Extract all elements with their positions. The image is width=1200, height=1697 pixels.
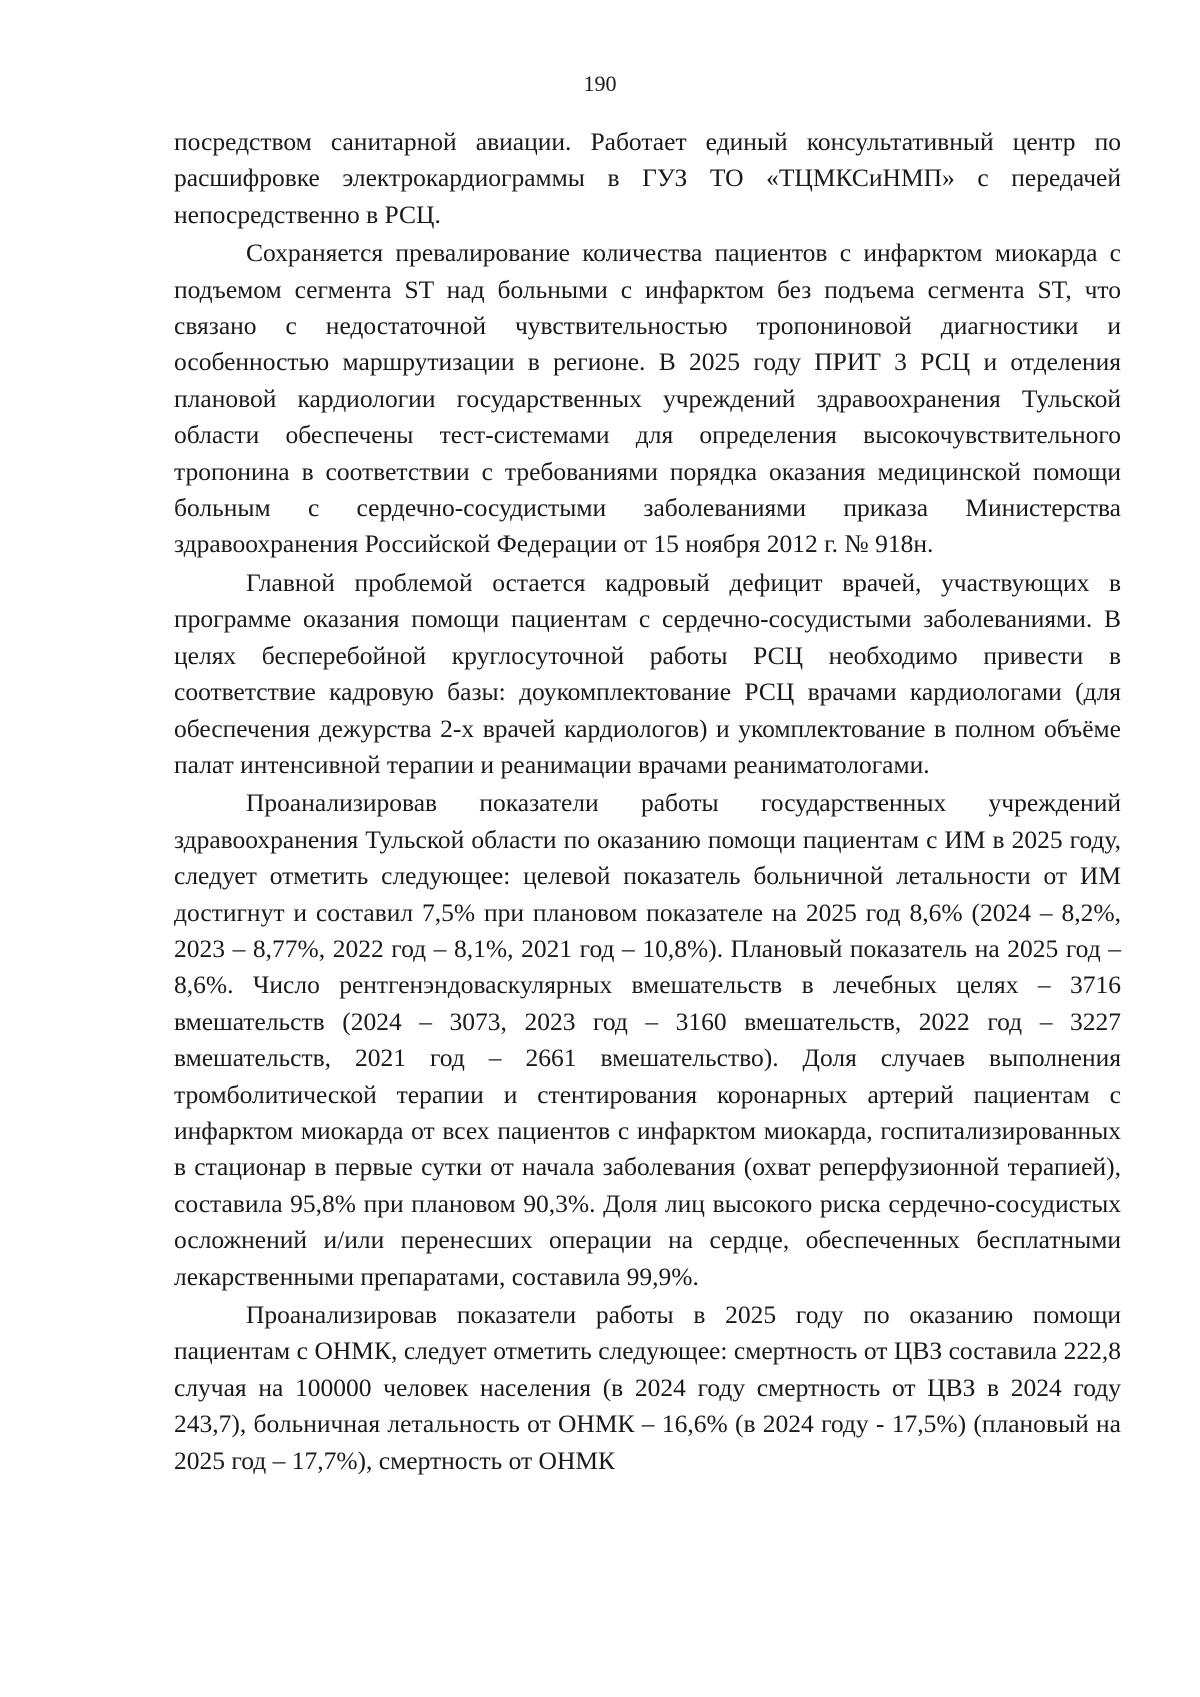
paragraph-continuation: посредством санитарной авиации. Работает единый консультативный центр по расшифровке электрокардиограммы в ГУЗ ТО «ТЦМКСиНМП» с передачей непосредственно в РСЦ. — [174, 127, 1121, 229]
paragraph-stroke-indicators: Проанализировав показатели работы в 2025 году по оказанию помощи пациентам с ОНМК, следует отметить следующее: смертность от ЦВЗ составила 222,8 случая на 100000 человек населения (в 2024 году смертность от ЦВЗ в 2024 году 243,7), больничная летальность от ОНМК – 16,6% (в 2024 году - 17,5%) (плановый на 2025 год – 17,7%), смертность от ОНМК — [174, 1300, 1121, 1475]
document-body — [174, 124, 1121, 1481]
paragraph-mi-indicators: Проанализировав показатели работы государственных учреждений здравоохранения Тульской области по оказанию помощи пациентам с ИМ в 2025 году, следует отметить следующее: целевой показатель больничной летальности от ИМ достигнут и составил 7,5% при плановом показателе на 2025 год 8,6% (2024 – 8,2%, 2023 – 8,77%, 2022 год – 8,1%, 2021 год – 10,8%). Плановый показатель на 2025 год – 8,6%. Число рентгенэндоваскулярных вмешательств в лечебных целях – 3716 вмешательств (2024 – 3073, 2023 год – 3160 вмешательств, 2022 год – 3227 вмешательств, 2021 год – 2661 вмешательство). Доля случаев выполнения тромболитической терапии и стентирования коронарных артерий пациентам с инфарктом миокарда от всех пациентов с инфарктом миокарда, госпитализированных в стационар в первые сутки от начала заболевания (охват реперфузионной терапией), составила 95,8% при плановом 90,3%. Доля лиц высокого риска сердечно-сосудистых осложнений и/или перенесших операции на сердце, обеспеченных бесплатными лекарственными препаратами, составила 99,9%. — [174, 788, 1121, 1291]
paragraph-troponin: Сохраняется превалирование количества пациентов с инфарктом миокарда с подъемом сегмента ST над больными с инфарктом без подъема сегмента ST, что связано с недостаточной чувствительностью тропониновой диагностики и особенностью маршрутизации в регионе. В 2025 году ПРИТ 3 РСЦ и отделения плановой кардиологии государственных учреждений здравоохранения Тульской области обеспечены тест-системами для определения высокочувствительного тропонина в соответствии с требованиями порядка оказания медицинской помощи больным с сердечно-сосудистыми заболеваниями приказа Министерства здравоохранения Российской Федерации от 15 ноября 2012 г. № 918н. — [174, 238, 1121, 559]
paragraph-staffing: Главной проблемой остается кадровый дефицит врачей, участвующих в программе оказания помощи пациентам с сердечно-сосудистыми заболеваниями. В целях бесперебойной круглосуточной работы РСЦ необходимо привести в соответствие кадровую базы: доукомплектование РСЦ врачами кардиологами (для обеспечения дежурства 2-х врачей кардиологов) и укомплектование в полном объёме палат интенсивной терапии и реанимации врачами реаниматологами. — [174, 567, 1121, 779]
page-number: 190 — [583, 71, 617, 96]
